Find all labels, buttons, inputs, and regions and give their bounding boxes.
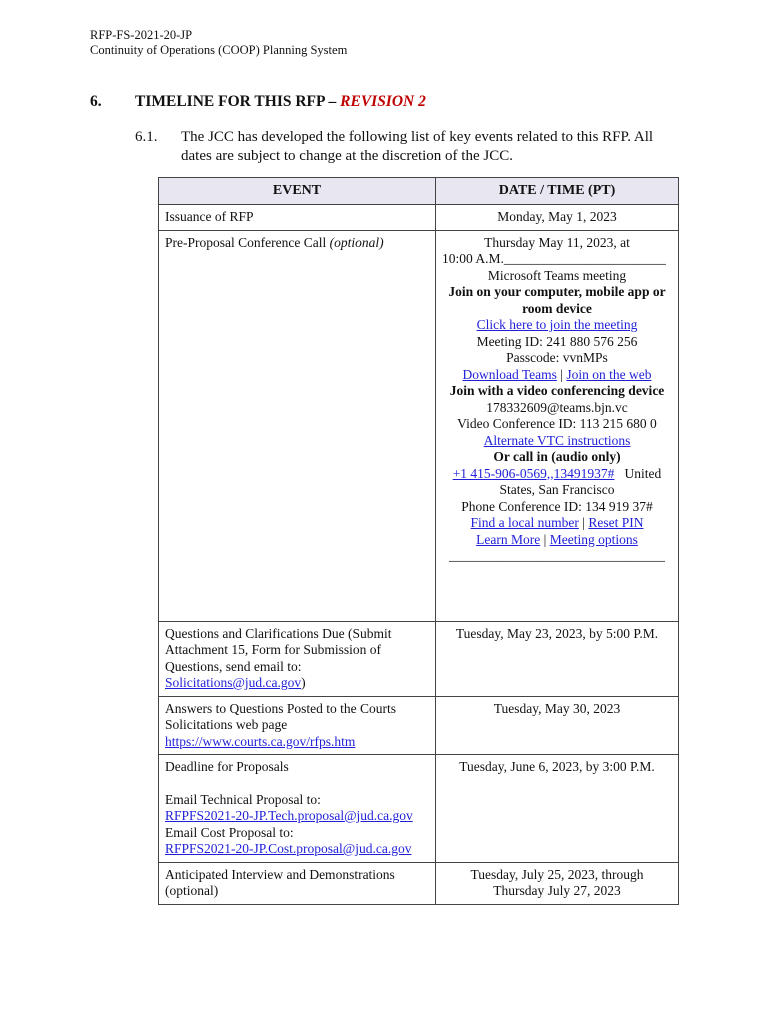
- event-cell: Anticipated Interview and Demonstrations (optional): [159, 862, 436, 904]
- date-cell: Monday, May 1, 2023: [436, 205, 679, 231]
- join-heading: Join on your computer, mobile app or room device: [448, 284, 666, 316]
- event-name: Answers to Questions Posted to the Courts Solicitations web page: [165, 700, 396, 732]
- section-number: 6.: [90, 93, 102, 110]
- event-name: Pre-Proposal Conference Call: [165, 234, 330, 250]
- phone-link[interactable]: +1 415-906-0569,,13491937#: [452, 465, 615, 481]
- subsection-number: 6.1.: [135, 129, 158, 145]
- column-header-event: EVENT: [159, 178, 436, 205]
- event-cell: Issuance of RFP: [159, 205, 436, 231]
- event-cell: [159, 696, 436, 755]
- join-meeting-link[interactable]: Click here to join the meeting: [476, 317, 638, 332]
- meeting-options-link[interactable]: Meeting options: [549, 531, 638, 547]
- table-row: [159, 230, 679, 621]
- event-name: Questions and Clarifications Due (Submit Attachment 15, Form for Submission of Questions, send email to:: [165, 625, 392, 674]
- video-conf-id: Video Conference ID: 113 215 680 0: [457, 416, 657, 431]
- tech-proposal-email-link[interactable]: RFPFS2021-20-JP.Tech.proposal@jud.ca.gov: [165, 808, 413, 823]
- meeting-id: Meeting ID: 241 880 576 256: [476, 333, 638, 349]
- table-row: [159, 862, 679, 904]
- date-cell: [436, 862, 679, 904]
- solicitations-email-link[interactable]: Solicitations@jud.ca.gov: [165, 675, 302, 690]
- event-cell: [159, 621, 436, 696]
- date-cell: [436, 230, 679, 621]
- date-text: Tuesday, July 25, 2023, through: [470, 866, 644, 882]
- cost-proposal-email-link[interactable]: RFPFS2021-20-JP.Cost.proposal@jud.ca.gov: [165, 841, 412, 856]
- learn-more-link[interactable]: Learn More: [476, 531, 541, 547]
- event-cell: [159, 755, 436, 863]
- call-in-heading: Or call in (audio only): [493, 449, 621, 464]
- date-text: Thursday May 11, 2023, at: [484, 234, 630, 250]
- divider-rule: ________________________________: [449, 548, 665, 563]
- time-text: 10:00 A.M.________________________: [442, 251, 666, 266]
- phone-location: United States, San Francisco: [499, 465, 665, 497]
- link-separator: |: [578, 515, 589, 530]
- system-name: Continuity of Operations (COOP) Planning System: [90, 43, 348, 57]
- tech-proposal-label: Email Technical Proposal to:: [165, 791, 321, 807]
- document-id: RFP-FS-2021-20-JP: [90, 28, 193, 42]
- timeline-table: [158, 177, 679, 905]
- date-cell: Tuesday, June 6, 2023, by 3:00 P.M.: [436, 755, 679, 863]
- event-note: (optional): [329, 234, 384, 250]
- courts-rfps-link[interactable]: https://www.courts.ca.gov/rfps.htm: [165, 733, 356, 749]
- table-row: [159, 205, 679, 231]
- video-conf-heading: Join with a video conferencing device: [449, 383, 665, 398]
- event-name: Deadline for Proposals: [165, 759, 289, 774]
- teams-heading: Microsoft Teams meeting: [487, 267, 627, 283]
- date-cell: Tuesday, May 30, 2023: [436, 696, 679, 755]
- link-separator: |: [556, 366, 567, 382]
- date-cell: Tuesday, May 23, 2023, by 5:00 P.M.: [436, 621, 679, 696]
- event-cell: [159, 230, 436, 621]
- table-header-row: [159, 178, 679, 205]
- local-number-link[interactable]: Find a local number: [470, 515, 579, 530]
- date-text: Thursday July 27, 2023: [493, 883, 621, 898]
- download-teams-link[interactable]: Download Teams: [462, 366, 557, 382]
- link-separator: |: [540, 531, 550, 547]
- subsection-text: The JCC has developed the following list of key events related to this RFP. All dates are subject to change at the discretion of the JCC.: [181, 129, 654, 164]
- page-header: [90, 28, 347, 58]
- revision-label: REVISION 2: [340, 93, 426, 110]
- closing-paren: ): [301, 675, 306, 690]
- vtc-instructions-link[interactable]: Alternate VTC instructions: [483, 432, 631, 448]
- column-header-date: DATE / TIME (PT): [436, 178, 679, 205]
- join-web-link[interactable]: Join on the web: [566, 366, 652, 382]
- reset-pin-link[interactable]: Reset PIN: [588, 515, 644, 530]
- cost-proposal-label: Email Cost Proposal to:: [165, 824, 294, 840]
- table-row: [159, 696, 679, 755]
- table-row: [159, 755, 679, 863]
- phone-conference-id: Phone Conference ID: 134 919 37#: [461, 498, 653, 514]
- video-conf-address: 178332609@teams.bjn.vc: [486, 399, 628, 415]
- section-heading: [90, 93, 426, 111]
- passcode: Passcode: vvnMPs: [506, 350, 608, 365]
- section-title: TIMELINE FOR THIS RFP –: [135, 93, 341, 110]
- table-row: [159, 621, 679, 696]
